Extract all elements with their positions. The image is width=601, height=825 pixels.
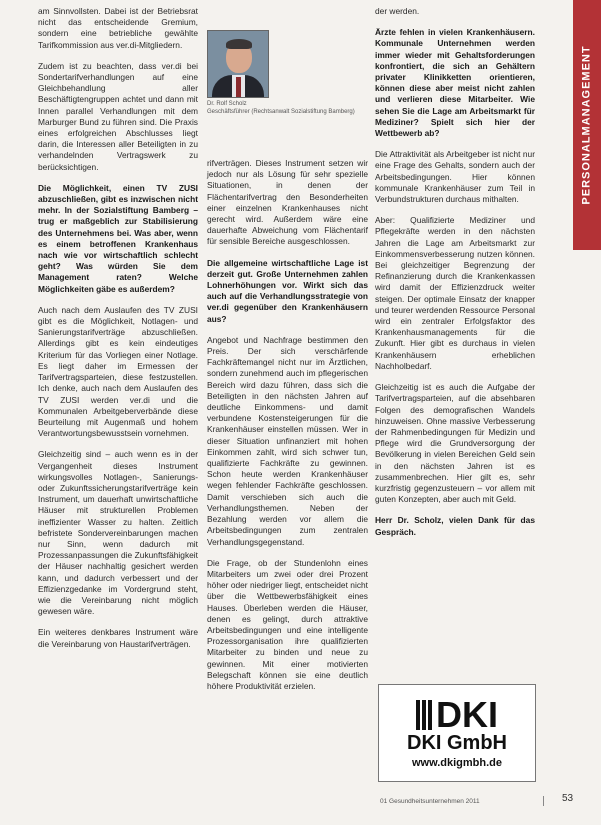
dki-company: DKI GmbH xyxy=(407,731,507,754)
page-number: 53 xyxy=(562,793,574,804)
footer-text: 01 Gesundheitsunternehmen 2011 xyxy=(380,798,480,805)
dki-logo xyxy=(416,693,498,735)
dki-brand: DKI xyxy=(436,693,498,735)
col2-paragraph: Angebot und Nachfrage bestimmen den Preis. Der sich verschärfende Fachkräftemangel nicht nur im Ärztlichen, sondern zunehmend auch im pflegerischen Bereich wird dazu führen, dass sich die Beteiligten in den nächsten Jahren auf deutliche Einkommens- und damit verbundene Kostensteigerungen für die Krankenhäuser einstellen müssen. Wer in dieser Situation unfinanziert mit hohen Einkommen zahlt, wird sich schwer tun, qualifizierte Fachkräfte zu gewinnen. Schon heute werden Krankenhäuser wegen fehlender Fachkräfte geschlossen. Damit verschieben sich auch die Verhandlungsthemen. Neben der Bezahlung werden vor allem die Arbeitsbedingungen zum zentralen Verhandlungsgegenstand. xyxy=(207,334,368,547)
section-tab-label: PERSONALMANAGEMENT xyxy=(581,45,594,205)
col2-paragraph: Die allgemeine wirtschaftliche Lage ist derzeit gut. Große Unternehmen zahlen Lohnerhöhungen vor. Wirkt sich das auch auf die Verhandlungsstrategie von ver.di gegenüber den Krankenhäusern aus? xyxy=(207,257,368,324)
col2-paragraph: rifverträgen. Dieses Instrument setzen wir jedoch nur als Lösung für sehr spezielle Situationen, in denen der Flächentarifvertrag den Besonderheiten einer einzelnen Krankenhauses nicht gerecht wird. Außerdem wäre eine dauerhafte Abweichung vom Flächentarif für sensible Bereiche ausgeschlossen. xyxy=(207,158,368,247)
col3-paragraph: Gleichzeitig ist es auch die Aufgabe der Tarifvertragsparteien, auf die absehbaren Folgen des demografischen Wandels hinzuweisen. Ohne massive Verbesserung der Rahmenbedingungen für Medizin und Pflege wird die Grundversorgung der Bevölkerung in vielen Bereichen Geld sein in den nächsten Jahren ist es zusammenbrechen. Hier gilt es, sehr kurzfristig gegenzusteuern – vor allem mit guten Konzepten, aber auch mit Geld. xyxy=(375,382,535,505)
caption-name: Dr. Rolf Scholz xyxy=(207,101,247,107)
column-2 xyxy=(207,158,368,702)
col2-paragraph: Die Frage, ob der Stundenlohn eines Mitarbeiters um zwei oder drei Prozent höher oder niedriger liegt, entscheidet nicht über die Wettbewerbsfähigkeit eines Hauses. Überleben werden die Häuser, denen es gelingt, durch attraktive Arbeitsbedingungen und eine intelligente Prozessorganisation ihre qualifizierten Mitarbeiter zu binden und neue zu gewinnen. Mit einer motivierten Belegschaft können sie eine deutlich höhere Produktivität erzielen. xyxy=(207,557,368,691)
section-tab xyxy=(573,0,601,250)
col3-paragraph: Ärzte fehlen in vielen Krankenhäusern. Kommunale Unternehmen werden immer wieder mit Gehaltsforderungen konfrontiert, die sich an Gehältern privater Klinikketten orientieren, können diese aber meist nicht zahlen und verlieren diese Mitarbeiter. Wie sehen Sie die Lage am Arbeitsmarkt für Mediziner? Spielt sich hier der Wettbewerb ab? xyxy=(375,27,535,139)
dki-advertisement[interactable] xyxy=(378,684,536,782)
dki-bars-icon xyxy=(416,700,432,730)
col1-paragraph: Auch nach dem Auslaufen des TV ZUSI gibt es die Möglichkeit, Notlagen- und Sanierungstarifverträge abzuschließen. Allerdings gibt es kein eindeutiges Kriterium für das Vorliegen einer Notlage. Es liegt daher im Ermessen der Tarifvertragsparteien, diese festzustellen. Ich denke, auch nach dem Auslaufen des TV ZUSI werden ver.di und die Kommunalen Arbeitgeberverbände diese Beurteilung mit Augenmaß und hohem Verantwortungsbewusstsein vornehmen. xyxy=(38,304,198,439)
footer-divider xyxy=(543,796,544,806)
col1-paragraph: Zudem ist zu beachten, dass ver.di bei Sondertarifverhandlungen auf eine Gleichbehandlung aller Beschäftigtengruppen achtet und dann mit Innen parallel Verhandlungen mit dem Marburger Bund zu führen sind. Die Praxis eines erfolgreichen Abschlusses liegt darin, die Interessen aller Beteiligten in zu verhandelnden Vertragswerk zu berücksichtigen. xyxy=(38,60,198,172)
col3-paragraph: Herr Dr. Scholz, vielen Dank für das Gespräch. xyxy=(375,515,535,537)
col1-paragraph: am Sinnvollsten. Dabei ist der Betriebsrat nicht das entscheidende Gremium, sondern eine betriebliche gewählte Tarifkommission aus ver.di-Mitgliedern. xyxy=(38,6,198,50)
col1-paragraph: Gleichzeitig sind – auch wenn es in der Vergangenheit dieses Instrument wirkungsvolles Notlagen-, Sanierungs- oder Zukunftssicherungstarifverträge kein Instrument, um dauerhaft unwirtschaftliche Häuser mit strukturellen Problemen ineffizienter Wasser zu halten. Zeitlich befristete Sondervereinbarungen machen nur Sinn, wenn dadurch mit Prozessanpassungen die Zukunftsfähigkeit der Häuser nachhaltig gesichert werden kann, und dadurch verbessert und der Effizienzgedanke im Vordergrund steht, wie die Vereinbarung nicht möglich gewesen wäre. xyxy=(38,449,198,617)
caption-title: Geschäftsführer (Rechtsanwalt Sozialstiftung Bamberg) xyxy=(207,108,355,115)
portrait-figure xyxy=(207,30,368,116)
photo-caption xyxy=(207,101,368,116)
column-3 xyxy=(375,6,535,548)
portrait-photo xyxy=(207,30,269,98)
col1-paragraph: Ein weiteres denkbares Instrument wäre die Vereinbarung von Haustarifverträgen. xyxy=(38,627,198,649)
col1-paragraph: Die Möglichkeit, einen TV ZUSI abzuschließen, gibt es inzwischen nicht mehr. In der Sozialstiftung Bamberg – trug er maßgeblich zur Stabilisierung des Unternehmens bei. Was aber, wenn es einem betroffenen Krankenhaus nach wie vor wirtschaftlich schlecht geht? Was würden Sie dem Management raten? Welche Möglichkeiten gäbe es außerdem? xyxy=(38,182,198,294)
col3-paragraph: der werden. xyxy=(375,6,420,16)
col3-paragraph: Aber: Qualifizierte Mediziner und Pflegekräfte werden in den nächsten Jahren die Lage am Arbeitsmarkt zur Einkommensverbesserung nutzen können. Bei gleichzeitiger Begrenzung der Refinanzierung durch die Krankenkassen wird damit der Effizienzdruck weiter steigen. Der optimale Einsatz der knapper und teurer werdenden Ressource Personal wird ein zentraler Erfolgsfaktor des Krankenhausmanagements für die Zukunft. Hier gibt es durchaus in vielen Krankenhäusern erheblichen Nachholbedarf. xyxy=(375,215,535,371)
col3-paragraph: Die Attraktivität als Arbeitgeber ist nicht nur eine Frage des Gehalts, sondern auch der Arbeitsbedingungen. Hier können kommunale Krankenhäuser zum Teil in Verbundstrukturen durchaus mithalten. xyxy=(375,149,535,205)
column-1 xyxy=(38,6,198,660)
dki-url[interactable]: www.dkigmbh.de xyxy=(411,756,503,769)
